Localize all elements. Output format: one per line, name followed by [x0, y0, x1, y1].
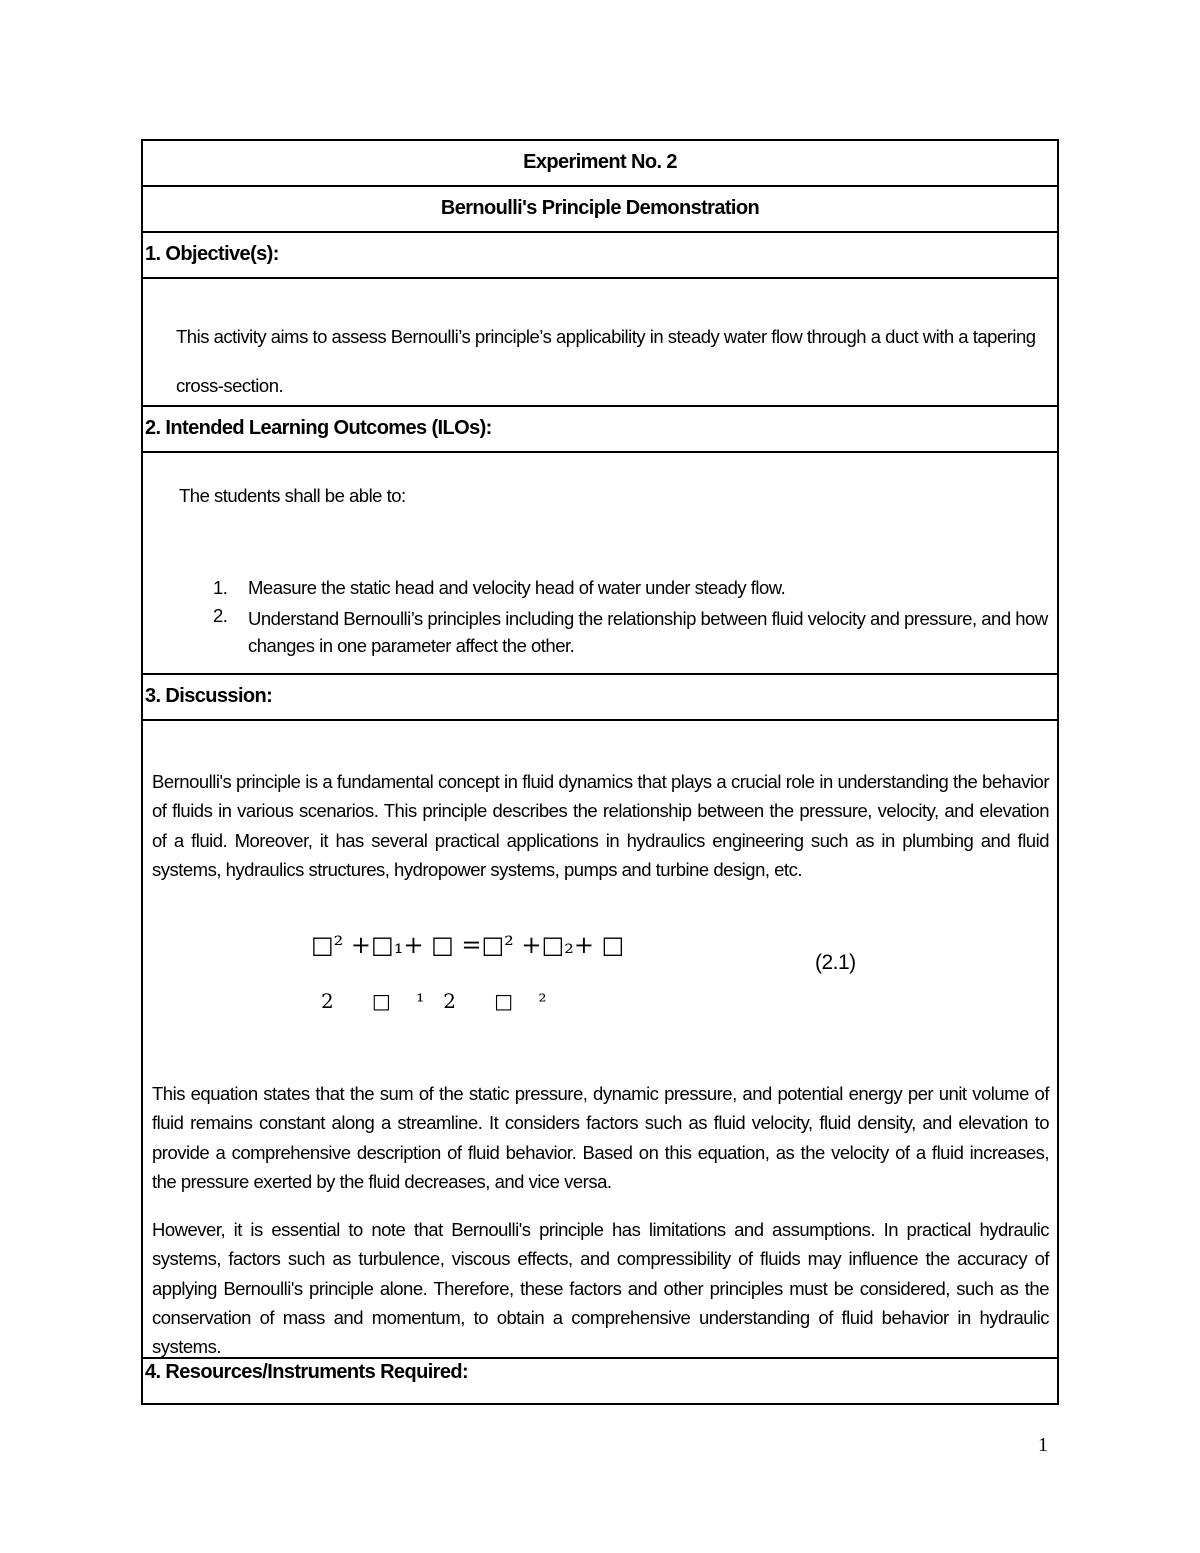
- objective-heading: 1. Objective(s):: [145, 243, 279, 265]
- ilo-number: 2.: [213, 605, 228, 626]
- objective-body-row: [141, 277, 1059, 406]
- ilos-body-row: [141, 451, 1059, 674]
- discussion-heading: 3. Discussion:: [145, 685, 273, 707]
- ilo-item: Understand Bernoulli’s principles including the relationship between fluid velocity and pressure, and how changes in one parameter affect the other.: [248, 608, 1048, 656]
- equation-numerator-row: □² +□₁+ □ =□² +□₂+ □: [311, 931, 625, 959]
- ilos-intro: The students shall be able to:: [179, 485, 406, 506]
- subtitle-row: [141, 185, 1059, 232]
- discussion-paragraph: This equation states that the sum of the static pressure, dynamic pressure, and potential energy per unit volume of fluid remains constant along a streamline. It considers factors such as fluid velocity, fluid density, and elevation to provide a comprehensive description of fluid behavior. Based on this equation, as the velocity of a fluid increases, the pressure exerted by the fluid decreases, and vice versa.: [152, 1083, 1049, 1192]
- ilo-item: Measure the static head and velocity head of water under steady flow.: [248, 577, 786, 598]
- discussion-paragraph: However, it is essential to note that Bernoulli's principle has limitations and assumptions. In practical hydraulic systems, factors such as turbulence, viscous effects, and compressibility of fluids may influence the accuracy of applying Bernoulli's principle alone. Therefore, these factors and other principles must be considered, such as the conservation of mass and momentum, to obtain a comprehensive understanding of fluid behavior in hydraulic systems.: [152, 1219, 1049, 1358]
- experiment-subtitle: Bernoulli's Principle Demonstration: [440, 197, 760, 219]
- discussion-paragraph: Bernoulli's principle is a fundamental concept in fluid dynamics that plays a crucial role in understanding the behavior of fluids in various scenarios. This principle describes the relationship between the pressure, velocity, and elevation of a fluid. Moreover, it has several practical applications in hydraulics engineering such as in plumbing and fluid systems, hydraulics structures, hydropower systems, pumps and turbine design, etc.: [152, 771, 1049, 880]
- resources-heading: 4. Resources/Instruments Required:: [145, 1361, 469, 1383]
- objective-text: This activity aims to assess Bernoulli’s principle’s applicability in steady water flow through a duct with a tapering cross-section.: [176, 326, 1036, 396]
- ilos-heading: 2. Intended Learning Outcomes (ILOs):: [145, 417, 492, 439]
- discussion-body-row: [141, 719, 1059, 1358]
- resources-heading-row: [141, 1357, 1059, 1405]
- equation-number: (2.1): [815, 951, 856, 974]
- ilos-heading-row: [141, 405, 1059, 452]
- ilo-number: 1.: [213, 577, 228, 598]
- equation-denominator-row: 2 □ ¹ 2 □ ²: [321, 989, 547, 1013]
- objective-heading-row: [141, 231, 1059, 278]
- title-row: [141, 139, 1059, 186]
- page-number: 1: [1038, 1434, 1048, 1456]
- discussion-heading-row: [141, 673, 1059, 720]
- experiment-title: Experiment No. 2: [523, 151, 677, 173]
